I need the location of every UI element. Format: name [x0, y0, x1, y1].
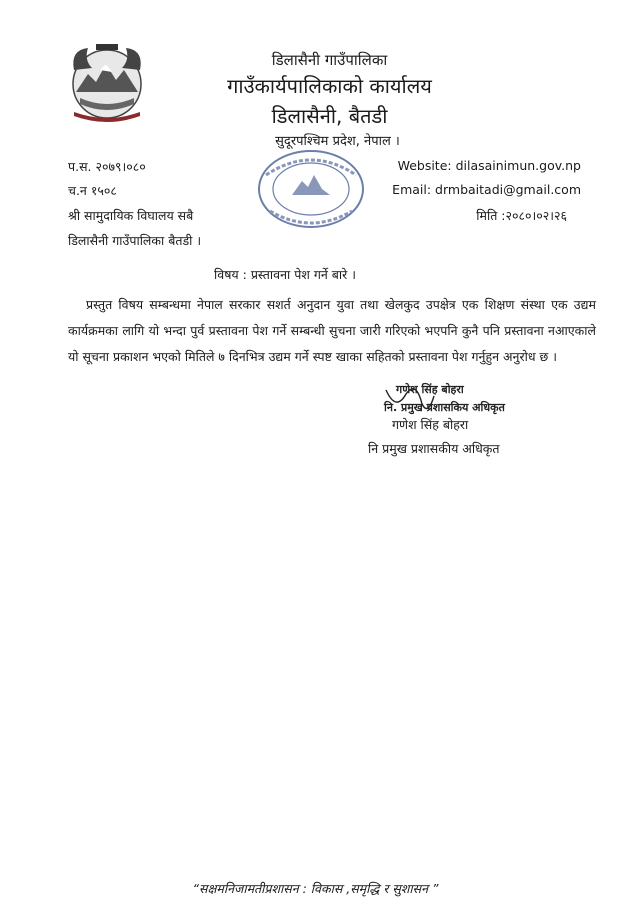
municipality-name: डिलासैनी गाउँपालिका [271, 51, 388, 69]
office-location: डिलासैनी, बैतडी [271, 104, 388, 128]
signature-stamp-title: नि. प्रमुख प्रशासकिय अधिकृत [384, 401, 505, 414]
signature-stamp [376, 382, 528, 420]
office-seal-stamp [252, 145, 370, 235]
signatory-title: नि प्रमुख प्रशासकीय अधिकृत [368, 441, 500, 456]
signature-stamp-name: गणेश सिंह बोहरा [396, 383, 464, 396]
office-title: गाउँकार्यपालिकाको कार्यालय [227, 74, 432, 98]
fiscal-year: प.स. २०७९।०८० [68, 159, 146, 174]
province-line: सुदूरपश्चिम प्रदेश, नेपाल । [275, 134, 400, 149]
recipient-line-1: श्री सामुदायिक विघालय सबै [68, 208, 194, 223]
dispatch-number: च.न १५०८ [68, 183, 117, 198]
subject-line: विषय : प्रस्तावना पेश गर्ने बारे । [214, 267, 356, 282]
recipient-line-2: डिलासैनी गाउँपालिका बैतडी । [68, 233, 202, 248]
email-line: Email: drmbaitadi@gmail.com [392, 182, 581, 197]
footer-slogan: “सक्षमनिजामतीप्रशासन : विकास ,समृद्धि र सुशासन ” [192, 881, 439, 896]
date-line: मिति :२०८०।०२।२६ [476, 208, 567, 223]
letter-body: प्रस्तुत विषय सम्बन्धमा नेपाल सरकार सशर्त अनुदान युवा तथा खेलकुद उपक्षेत्र एक शिक्षण संस्था एक उद्यम कार्यक्रमका लागि यो भन्दा पुर्व प्रस्तावना पेश गर्ने सम्बन्धी सुचना जारी गरिएको भएपनि कुनै पनि प्रस्तावना नआएकाले यो सूचना प्रकाशन भएको मितिले ७ दिनभित्र उद्यम गर्ने स्पष्ट खाका सहितको प्रस्तावना पेश गर्नुहुन अनुरोध छ । [68, 297, 596, 364]
website-line: Website: dilasainimun.gov.np [397, 158, 581, 173]
signatory-name: गणेश सिंह बोहरा [392, 417, 469, 432]
signature-scribble [376, 382, 528, 420]
